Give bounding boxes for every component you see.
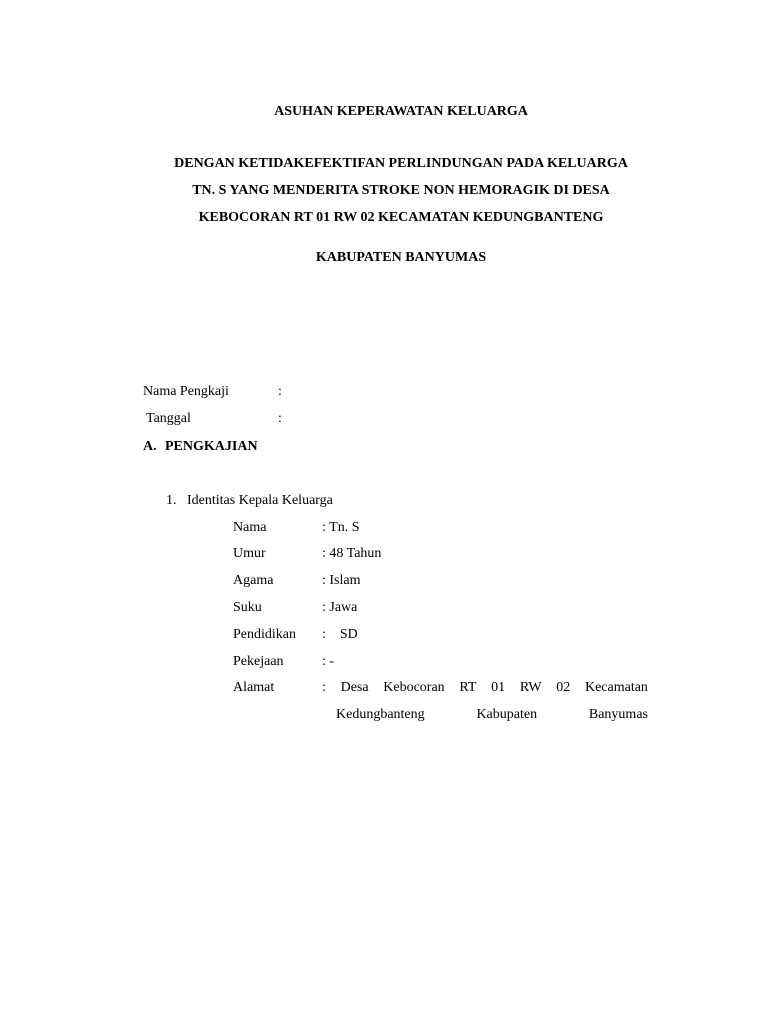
- assessment-date-colon: :: [278, 411, 282, 426]
- address-word: 01: [491, 680, 506, 695]
- identity-value: : 48 Tahun: [322, 546, 382, 561]
- section-letter: A.: [143, 439, 157, 454]
- section-title: PENGKAJIAN: [165, 439, 258, 454]
- address-word: RW: [519, 680, 542, 695]
- assessment-date-label: Tanggal: [146, 411, 191, 426]
- address-word: Kedungbanteng: [336, 707, 425, 722]
- identity-value: : -: [322, 654, 335, 669]
- document-subtitle-line-2: TN. S YANG MENDERITA STROKE NON HEMORAGIK DI DESA: [192, 183, 610, 198]
- identity-label: Pekejaan: [233, 654, 284, 669]
- address-line-1: [322, 680, 648, 696]
- address-word: Kebocoran: [383, 680, 445, 695]
- identity-label: Nama: [233, 520, 267, 535]
- assessor-name-label: Nama Pengkaji: [143, 384, 229, 399]
- document-subtitle-line-3: KEBOCORAN RT 01 RW 02 KECAMATAN KEDUNGBANTENG: [198, 210, 604, 225]
- address-word: :: [322, 680, 326, 695]
- identity-value: : SD: [322, 627, 358, 642]
- identity-value: : Islam: [322, 573, 361, 588]
- subsection-title: Identitas Kepala Keluarga: [187, 493, 333, 508]
- address-word: 02: [556, 680, 571, 695]
- document-subtitle-line-4: KABUPATEN BANYUMAS: [315, 250, 487, 265]
- identity-value: : Tn. S: [322, 520, 360, 535]
- address-word: Desa: [340, 680, 369, 695]
- address-word: Banyumas: [588, 707, 648, 722]
- subsection-number: 1.: [166, 493, 177, 508]
- address-label: Alamat: [233, 680, 275, 695]
- identity-label: Suku: [233, 600, 262, 615]
- address-word: Kecamatan: [584, 680, 648, 695]
- address-line-2: [336, 707, 648, 723]
- assessor-name-colon: :: [278, 384, 282, 399]
- address-word: RT: [459, 680, 477, 695]
- identity-label: Agama: [233, 573, 274, 588]
- identity-label: Umur: [233, 546, 266, 561]
- address-word: Kabupaten: [476, 707, 538, 722]
- document-subtitle-line-1: DENGAN KETIDAKEFEKTIFAN PERLINDUNGAN PADA KELUARGA: [174, 156, 628, 171]
- identity-label: Pendidikan: [233, 627, 296, 642]
- document-title: ASUHAN KEPERAWATAN KELUARGA: [274, 104, 528, 119]
- identity-value: : Jawa: [322, 600, 358, 615]
